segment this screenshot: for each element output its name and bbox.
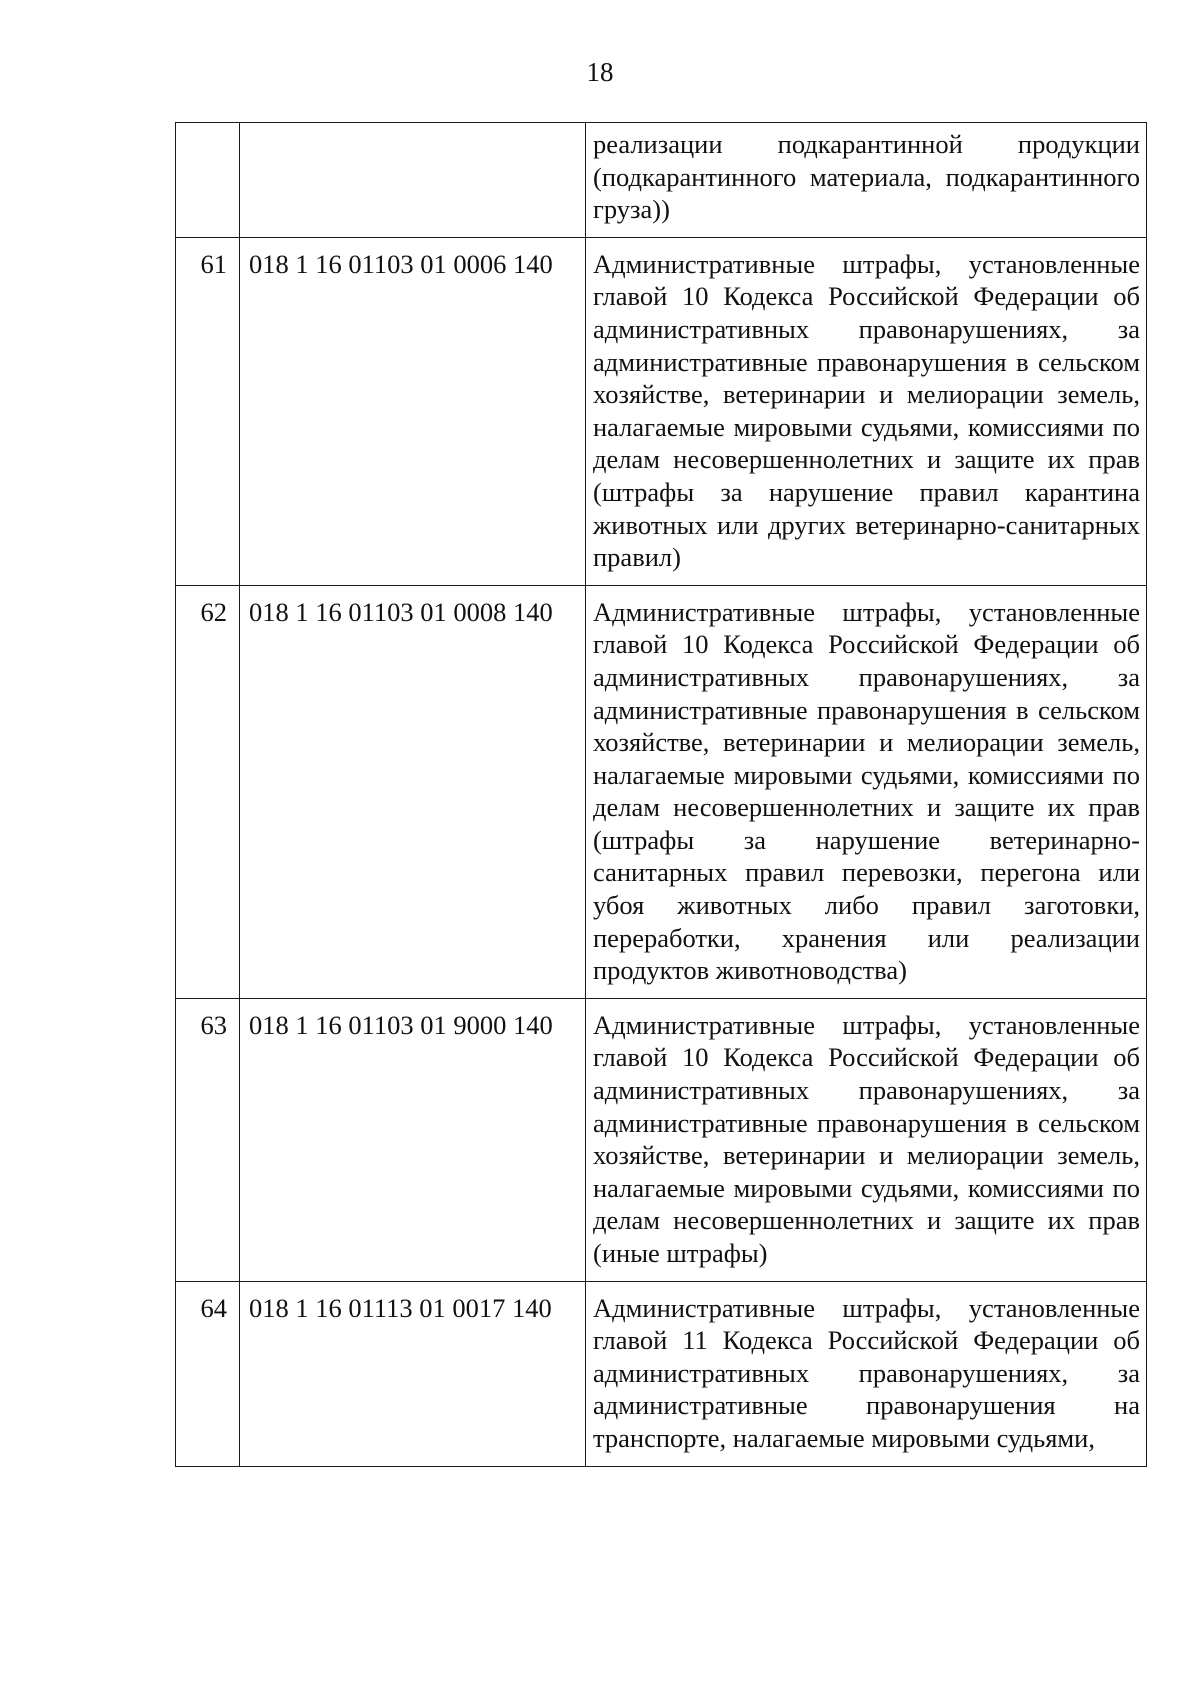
table-row — [176, 998, 1147, 1281]
table-row — [176, 1281, 1147, 1466]
code-cell: 018 1 16 01113 01 0017 140 — [240, 1281, 586, 1466]
page-number: 18 — [586, 57, 614, 87]
row-number-cell — [176, 123, 240, 238]
description-cell: Административные штрафы, установленные главой 10 Кодекса Российской Федерации об административных правонарушениях, за административные правонарушения в сельском хозяйстве, ветеринарии и мелиорации земель, налагаемые мировыми судьями, комиссиями по делам несовершеннолетних и защите их прав (штрафы за нарушение правил карантина животных или других ветеринарно-санитарных правил) — [586, 237, 1147, 585]
code-cell: 018 1 16 01103 01 9000 140 — [240, 998, 586, 1281]
code-cell: 018 1 16 01103 01 0006 140 — [240, 237, 586, 585]
table-row — [176, 585, 1147, 998]
code-cell: 018 1 16 01103 01 0008 140 — [240, 585, 586, 998]
description-cell: Административные штрафы, установленные главой 10 Кодекса Российской Федерации об административных правонарушениях, за административные правонарушения в сельском хозяйстве, ветеринарии и мелиорации земель, налагаемые мировыми судьями, комиссиями по делам несовершеннолетних и защите их прав (иные штрафы) — [586, 998, 1147, 1281]
description-cell: реализации подкарантинной продукции (подкарантинного материала, подкарантинного груза)) — [586, 123, 1147, 238]
budget-codes-table — [175, 122, 1147, 1467]
row-number-cell: 63 — [176, 998, 240, 1281]
table-row — [176, 123, 1147, 238]
description-cell: Административные штрафы, установленные главой 11 Кодекса Российской Федерации об административных правонарушениях, за административные правонарушения на транспорте, налагаемые мировыми судьями, — [586, 1281, 1147, 1466]
row-number-cell: 61 — [176, 237, 240, 585]
description-cell: Административные штрафы, установленные главой 10 Кодекса Российской Федерации об административных правонарушениях, за административные правонарушения в сельском хозяйстве, ветеринарии и мелиорации земель, налагаемые мировыми судьями, комиссиями по делам несовершеннолетних и защите их прав (штрафы за нарушение ветеринарно-санитарных правил перевозки, перегона или убоя животных либо правил заготовки, переработки, хранения или реализации продуктов животноводства) — [586, 585, 1147, 998]
row-number-cell: 64 — [176, 1281, 240, 1466]
table-row — [176, 237, 1147, 585]
code-cell — [240, 123, 586, 238]
row-number-cell: 62 — [176, 585, 240, 998]
